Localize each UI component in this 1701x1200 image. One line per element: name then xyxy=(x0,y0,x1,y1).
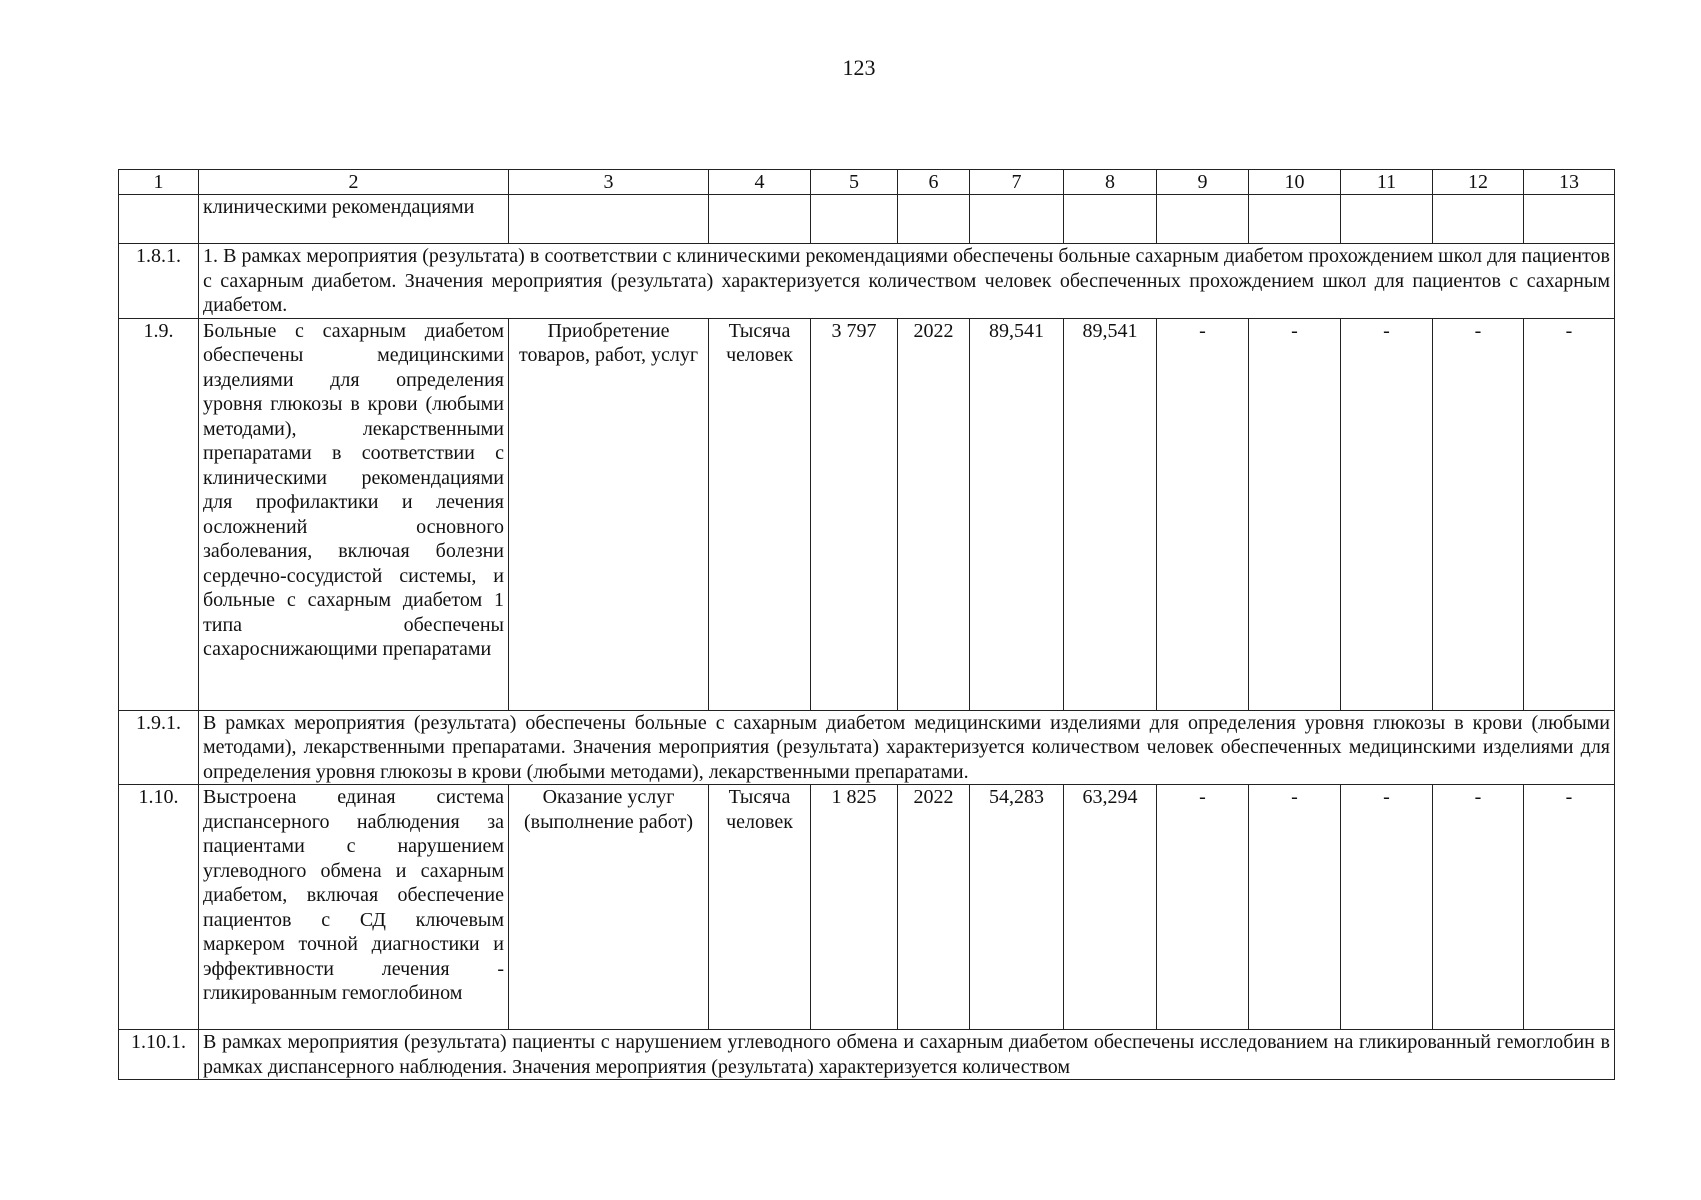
base-value: 89,541 xyxy=(970,318,1064,710)
row-description: 1. В рамках мероприятия (результата) в соответствии с клиническими рекомендациями обеспечены больные сахарным диабетом прохождением школ для пациентов с сахарным диабетом. Значения мероприятия (результата) характеризуется количеством человек обеспеченных прохождением школ для пациентов с сахарным диабетом. xyxy=(199,244,1615,319)
header-cell: 8 xyxy=(1064,170,1157,195)
header-cell: 12 xyxy=(1433,170,1524,195)
value-col-8: 63,294 xyxy=(1064,785,1157,1030)
value-col-10: - xyxy=(1249,318,1341,710)
header-cell: 6 xyxy=(898,170,970,195)
value-col-13: - xyxy=(1524,318,1615,710)
header-cell: 4 xyxy=(709,170,811,195)
row-description: В рамках мероприятия (результата) пациенты с нарушением углеводного обмена и сахарным диабетом обеспечены исследованием на гликированный гемоглобин в рамках диспансерного наблюдения. Значения мероприятия (результата) характеризуется количеством xyxy=(199,1030,1615,1080)
value-col-10: - xyxy=(1249,785,1341,1030)
base-value: 54,283 xyxy=(970,785,1064,1030)
row-number: 1.9.1. xyxy=(119,710,199,785)
measure-type: Приобретение товаров, работ, услуг xyxy=(509,318,709,710)
measure-name: Больные с сахарным диабетом обеспечены медицинскими изделиями для определения уровня глюкозы в крови (любыми методами), лекарственными препаратами в соответствии с клиническими рекомендациями для профилактики и лечения осложнений основного заболевания, включая болезни сердечно-сосудистой системы, и больные с сахарным диабетом 1 типа обеспечены сахароснижающими препаратами xyxy=(199,318,509,710)
table-row-1-8-1 xyxy=(119,244,1615,319)
value-col-9: - xyxy=(1157,785,1249,1030)
measure-unit: Тысяча человек xyxy=(709,318,811,710)
measures-table xyxy=(118,169,1615,1080)
measure-name: клиническими рекомендациями xyxy=(199,195,509,244)
value-col-13: - xyxy=(1524,785,1615,1030)
row-number: 1.10.1. xyxy=(119,1030,199,1080)
header-cell: 10 xyxy=(1249,170,1341,195)
table-row-1-9 xyxy=(119,318,1615,710)
value-col-9: - xyxy=(1157,318,1249,710)
row-number: 1.9. xyxy=(119,318,199,710)
header-row xyxy=(119,170,1615,195)
measure-name: Выстроена единая система диспансерного наблюдения за пациентами с нарушением углеводного обмена и сахарным диабетом, включая обеспечение пациентов с СД ключевым маркером точной диагностики и эффективности лечения - гликированным гемоглобином xyxy=(199,785,509,1030)
table-row-continuation xyxy=(119,195,1615,244)
value-col-11: - xyxy=(1341,785,1433,1030)
row-number: 1.8.1. xyxy=(119,244,199,319)
table-row-1-9-1 xyxy=(119,710,1615,785)
base-year: 2022 xyxy=(898,785,970,1030)
header-cell: 1 xyxy=(119,170,199,195)
row-number-cell xyxy=(119,195,199,244)
row-description: В рамках мероприятия (результата) обеспечены больные с сахарным диабетом медицинскими изделиями для определения уровня глюкозы в крови (любыми методами), лекарственными препаратами. Значения мероприятия (результата) характеризуется количеством человек обеспеченных медицинскими изделиями для определения уровня глюкозы в крови (любыми методами), лекарственными препаратами. xyxy=(199,710,1615,785)
value-col-12: - xyxy=(1433,785,1524,1030)
value-col-12: - xyxy=(1433,318,1524,710)
measure-type: Оказание услуг (выполнение работ) xyxy=(509,785,709,1030)
header-cell: 2 xyxy=(199,170,509,195)
value-col-8: 89,541 xyxy=(1064,318,1157,710)
row-number: 1.10. xyxy=(119,785,199,1030)
unit-code: 1 825 xyxy=(811,785,898,1030)
header-cell: 13 xyxy=(1524,170,1615,195)
header-cell: 11 xyxy=(1341,170,1433,195)
header-cell: 9 xyxy=(1157,170,1249,195)
base-year: 2022 xyxy=(898,318,970,710)
unit-code: 3 797 xyxy=(811,318,898,710)
header-cell: 5 xyxy=(811,170,898,195)
header-cell: 3 xyxy=(509,170,709,195)
value-col-11: - xyxy=(1341,318,1433,710)
table-row-1-10 xyxy=(119,785,1615,1030)
page-number: 123 xyxy=(842,55,876,80)
header-cell: 7 xyxy=(970,170,1064,195)
table-row-1-10-1 xyxy=(119,1030,1615,1080)
measure-unit: Тысяча человек xyxy=(709,785,811,1030)
